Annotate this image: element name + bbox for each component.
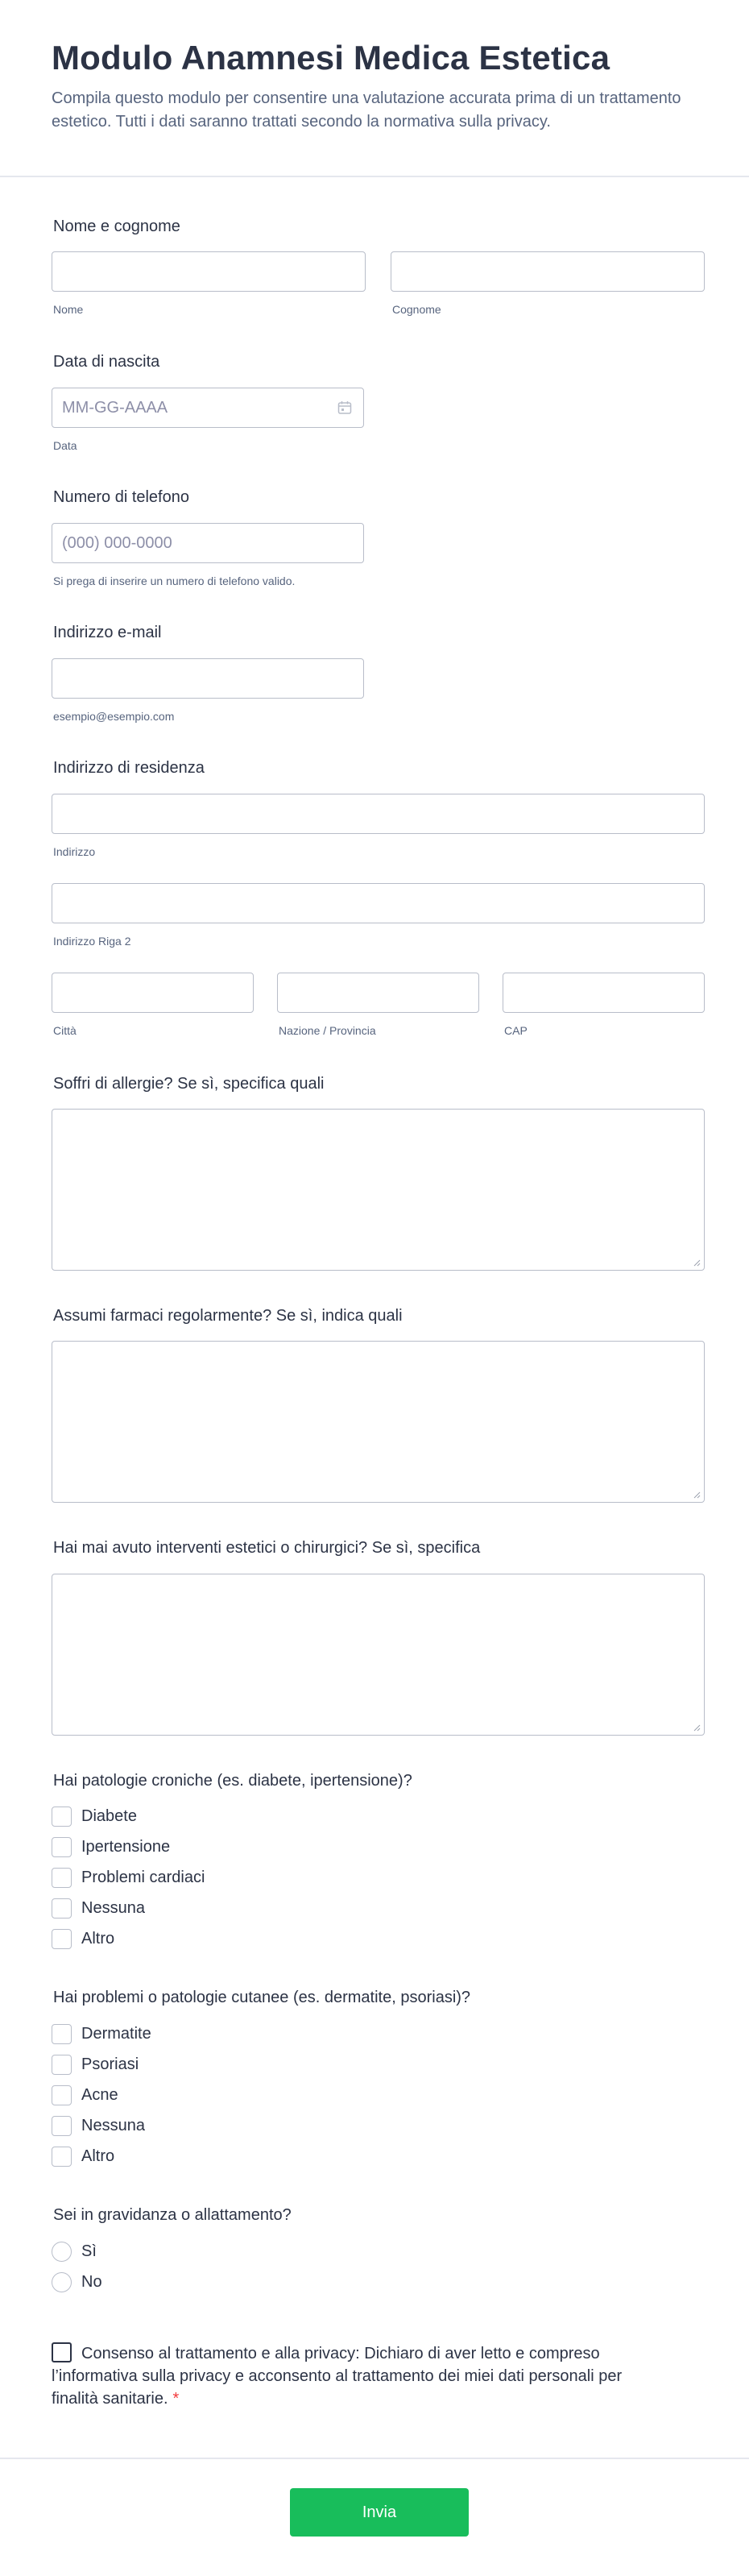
- email-sublabel: esempio@esempio.com: [53, 710, 175, 723]
- checkbox[interactable]: [52, 2147, 72, 2167]
- required-mark: *: [172, 2390, 180, 2408]
- option-label: Diabete: [81, 1807, 137, 1825]
- option-label: Nessuna: [81, 2117, 145, 2134]
- consent-field: [52, 2342, 664, 2410]
- address-line1-input[interactable]: [52, 794, 705, 834]
- allergies-label: Soffri di allergie? Se sì, specifica quali: [53, 1075, 325, 1093]
- skin-label: Hai problemi o patologie cutanee (es. dermatite, psoriasi)?: [53, 1989, 471, 2006]
- checkbox[interactable]: [52, 1898, 72, 1919]
- birth-date-label: Data di nascita: [53, 353, 160, 371]
- radio-button[interactable]: [52, 2272, 72, 2292]
- form-description: Compila questo modulo per consentire una valutazione accurata prima di un trattamento estetico. Tutti i dati saranno trattati secondo la normativa sulla privacy.: [52, 89, 681, 131]
- surgeries-textarea[interactable]: [52, 1574, 705, 1736]
- consent-text: Consenso al trattamento e alla privacy: Dichiaro di aver letto e compreso l’informativa sulla privacy e acconsento al trattamento dei miei dati personali per finalità sanitarie.: [52, 2345, 623, 2408]
- checkbox[interactable]: [52, 1807, 72, 1827]
- option-label: No: [81, 2273, 102, 2291]
- last-name-input[interactable]: [391, 251, 705, 292]
- medications-textarea[interactable]: [52, 1341, 705, 1503]
- option-label: Sì: [81, 2242, 97, 2260]
- footer-divider: [0, 2458, 749, 2459]
- first-name-input[interactable]: [52, 251, 366, 292]
- last-name-sublabel: Cognome: [392, 303, 441, 316]
- city-sublabel: Città: [53, 1024, 77, 1037]
- checkbox[interactable]: [52, 2085, 72, 2105]
- phone-label: Numero di telefono: [53, 488, 189, 506]
- option-label: Ipertensione: [81, 1838, 171, 1856]
- zip-input[interactable]: [503, 973, 705, 1013]
- form-header: [0, 0, 749, 177]
- radio-button[interactable]: [52, 2242, 72, 2262]
- phone-sublabel: Si prega di inserire un numero di telefono valido.: [53, 575, 296, 587]
- first-name-sublabel: Nome: [53, 303, 84, 316]
- email-input[interactable]: [52, 658, 364, 699]
- form-title: Modulo Anamnesi Medica Estetica: [52, 39, 610, 77]
- option-label: Psoriasi: [81, 2055, 139, 2073]
- zip-sublabel: CAP: [504, 1024, 528, 1037]
- resize-handle-icon[interactable]: [693, 1491, 701, 1499]
- option-label: Altro: [81, 1930, 115, 1948]
- address-line1-sublabel: Indirizzo: [53, 845, 96, 858]
- checkbox[interactable]: [52, 2024, 72, 2044]
- address-line2-input[interactable]: [52, 883, 705, 923]
- consent-checkbox[interactable]: [52, 2342, 72, 2362]
- phone-placeholder: (000) 000-0000: [62, 534, 172, 552]
- city-input[interactable]: [52, 973, 254, 1013]
- checkbox[interactable]: [52, 2116, 72, 2136]
- calendar-icon[interactable]: [337, 400, 352, 415]
- address-label: Indirizzo di residenza: [53, 759, 205, 777]
- option-label: Nessuna: [81, 1899, 145, 1917]
- option-label: Altro: [81, 2147, 115, 2165]
- resize-handle-icon[interactable]: [693, 1724, 701, 1732]
- address-line2-sublabel: Indirizzo Riga 2: [53, 935, 131, 948]
- phone-input[interactable]: [52, 523, 364, 563]
- option-label: Problemi cardiaci: [81, 1869, 205, 1886]
- checkbox[interactable]: [52, 2055, 72, 2075]
- option-label: Dermatite: [81, 2025, 151, 2043]
- state-input[interactable]: [277, 973, 479, 1013]
- pregnancy-label: Sei in gravidanza o allattamento?: [53, 2206, 292, 2224]
- chronic-label: Hai patologie croniche (es. diabete, ipertensione)?: [53, 1772, 412, 1790]
- surgeries-label: Hai mai avuto interventi estetici o chirurgici? Se sì, specifica: [53, 1539, 481, 1557]
- state-sublabel: Nazione / Provincia: [279, 1024, 376, 1037]
- name-label: Nome e cognome: [53, 218, 180, 235]
- resize-handle-icon[interactable]: [693, 1259, 701, 1267]
- checkbox[interactable]: [52, 1868, 72, 1888]
- email-label: Indirizzo e-mail: [53, 624, 162, 641]
- checkbox[interactable]: [52, 1837, 72, 1857]
- checkbox[interactable]: [52, 1929, 72, 1949]
- medications-label: Assumi farmaci regolarmente? Se sì, indica quali: [53, 1307, 403, 1325]
- birth-date-placeholder: MM-GG-AAAA: [62, 399, 168, 417]
- allergies-textarea[interactable]: [52, 1109, 705, 1271]
- option-label: Acne: [81, 2086, 118, 2104]
- submit-button[interactable]: Invia: [290, 2488, 469, 2537]
- birth-date-input[interactable]: [52, 388, 364, 428]
- birth-date-sublabel: Data: [53, 439, 77, 452]
